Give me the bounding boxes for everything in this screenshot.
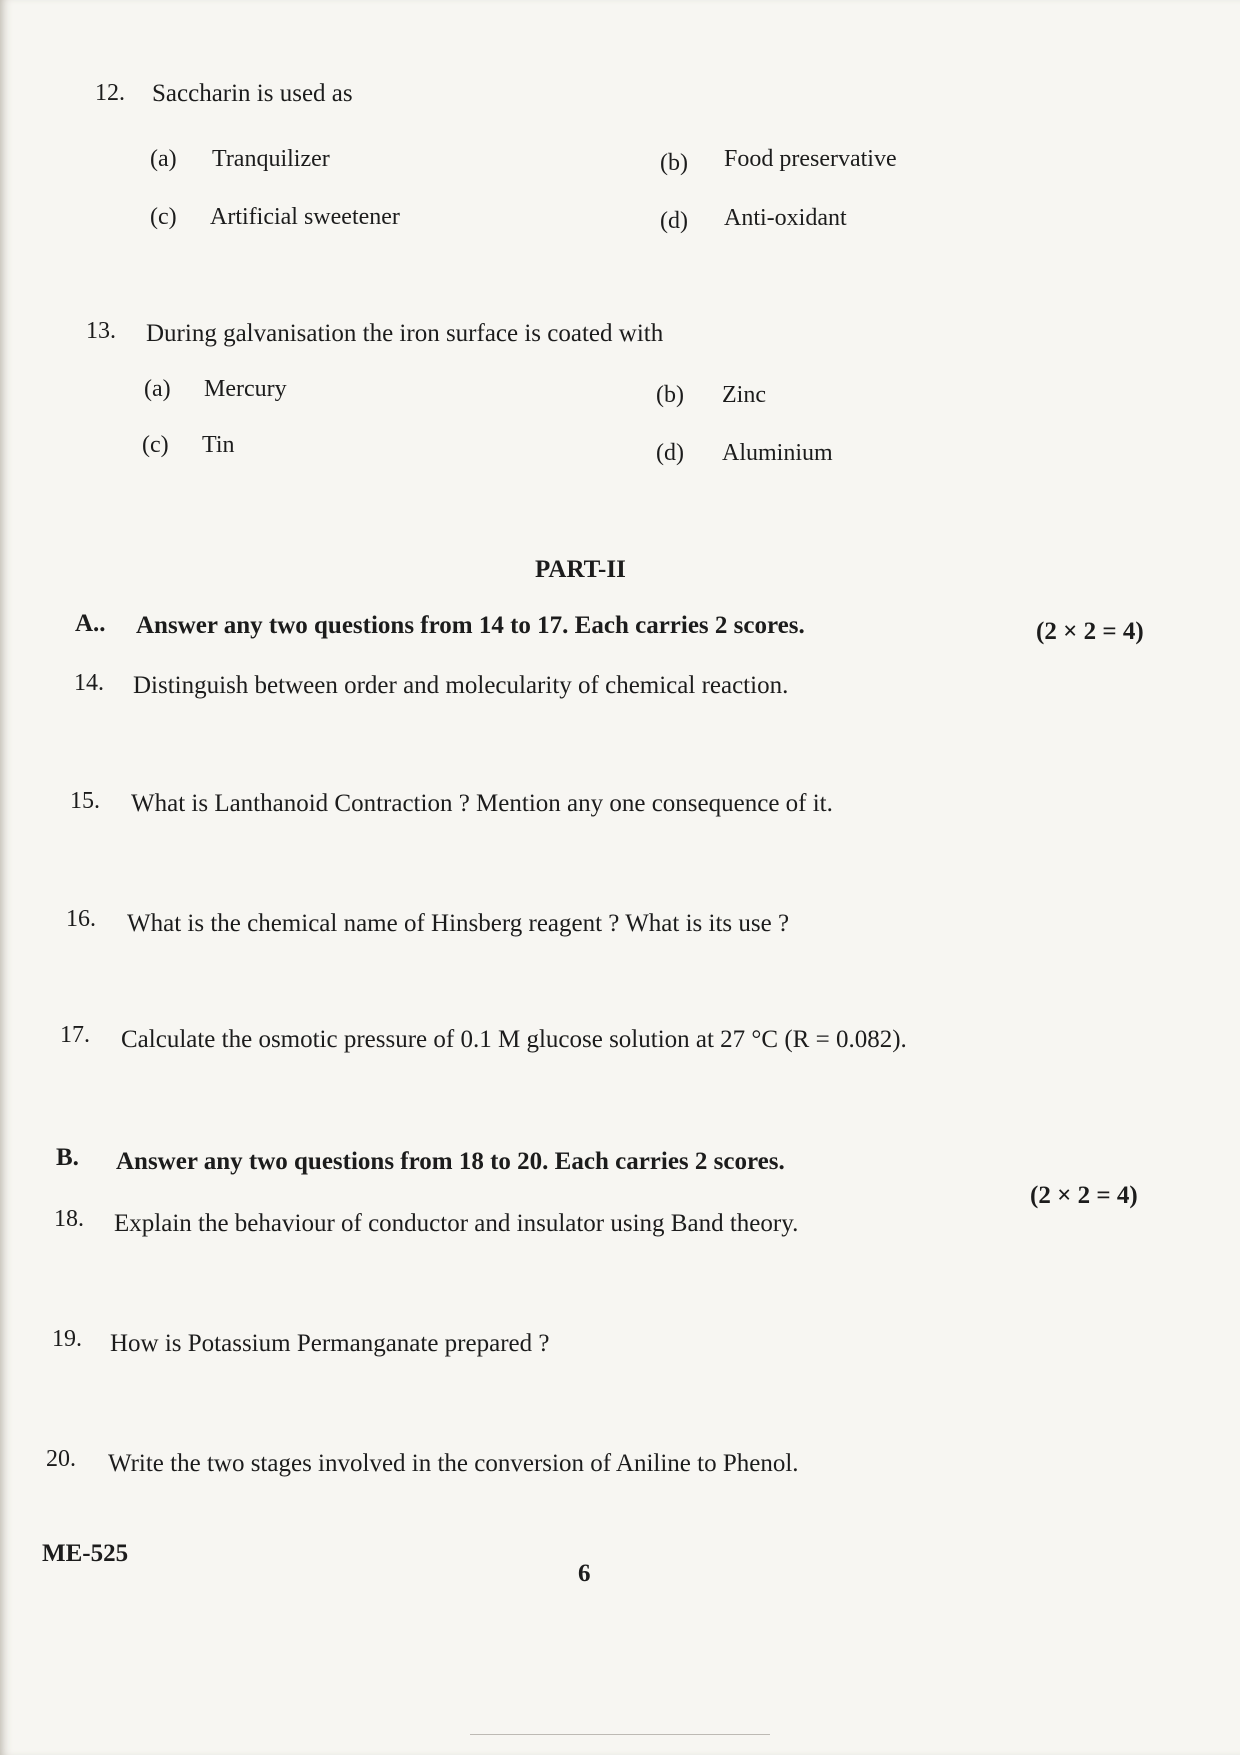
question-number: 16. (66, 906, 96, 932)
option-text: Artificial sweetener (210, 204, 400, 230)
question-text: Distinguish between order and molecularity of chemical reaction. (133, 672, 789, 699)
section-instruction: Answer any two questions from 18 to 20. Each carries 2 scores. (116, 1148, 785, 1175)
option-text: Tin (202, 432, 235, 458)
option-text: Anti-oxidant (724, 205, 847, 231)
option-letter: (a) (144, 376, 171, 402)
question-number: 12. (95, 80, 125, 106)
option-text: Zinc (722, 382, 766, 408)
exam-code: ME-525 (42, 1540, 129, 1567)
footer-divider (470, 1734, 770, 1735)
section-label: A.. (75, 610, 106, 637)
question-text: What is the chemical name of Hinsberg reagent ? What is its use ? (127, 910, 790, 937)
score-badge: (2 × 2 = 4) (1030, 1182, 1138, 1209)
question-text: Saccharin is used as (152, 80, 353, 107)
question-number: 14. (74, 670, 104, 696)
question-text: What is Lanthanoid Contraction ? Mention any one consequence of it. (131, 790, 833, 817)
section-label: B. (56, 1144, 79, 1171)
question-text: Calculate the osmotic pressure of 0.1 M glucose solution at 27 °C (R = 0.082). (121, 1026, 907, 1053)
question-number: 15. (70, 788, 100, 814)
score-badge: (2 × 2 = 4) (1036, 618, 1144, 645)
option-letter: (c) (150, 204, 177, 230)
option-letter: (a) (150, 146, 177, 172)
question-text: How is Potassium Permanganate prepared ? (110, 1330, 550, 1357)
question-number: 19. (52, 1326, 82, 1352)
question-number: 13. (86, 318, 116, 344)
question-text: Write the two stages involved in the conversion of Aniline to Phenol. (108, 1450, 799, 1477)
option-text: Food preservative (724, 146, 897, 172)
option-letter: (d) (660, 208, 688, 234)
option-letter: (b) (660, 150, 688, 176)
option-text: Aluminium (722, 440, 833, 466)
question-number: 18. (54, 1206, 84, 1232)
question-number: 17. (60, 1022, 90, 1048)
option-text: Tranquilizer (212, 146, 330, 172)
question-number: 20. (46, 1446, 76, 1472)
part-title: PART-II (535, 556, 626, 583)
question-text: During galvanisation the iron surface is coated with (146, 320, 664, 347)
question-text: Explain the behaviour of conductor and insulator using Band theory. (114, 1210, 799, 1237)
page-number: 6 (578, 1560, 591, 1587)
option-letter: (c) (142, 432, 169, 458)
option-text: Mercury (204, 376, 287, 402)
option-letter: (b) (656, 382, 684, 408)
section-instruction: Answer any two questions from 14 to 17. Each carries 2 scores. (136, 612, 805, 639)
option-letter: (d) (656, 440, 684, 466)
